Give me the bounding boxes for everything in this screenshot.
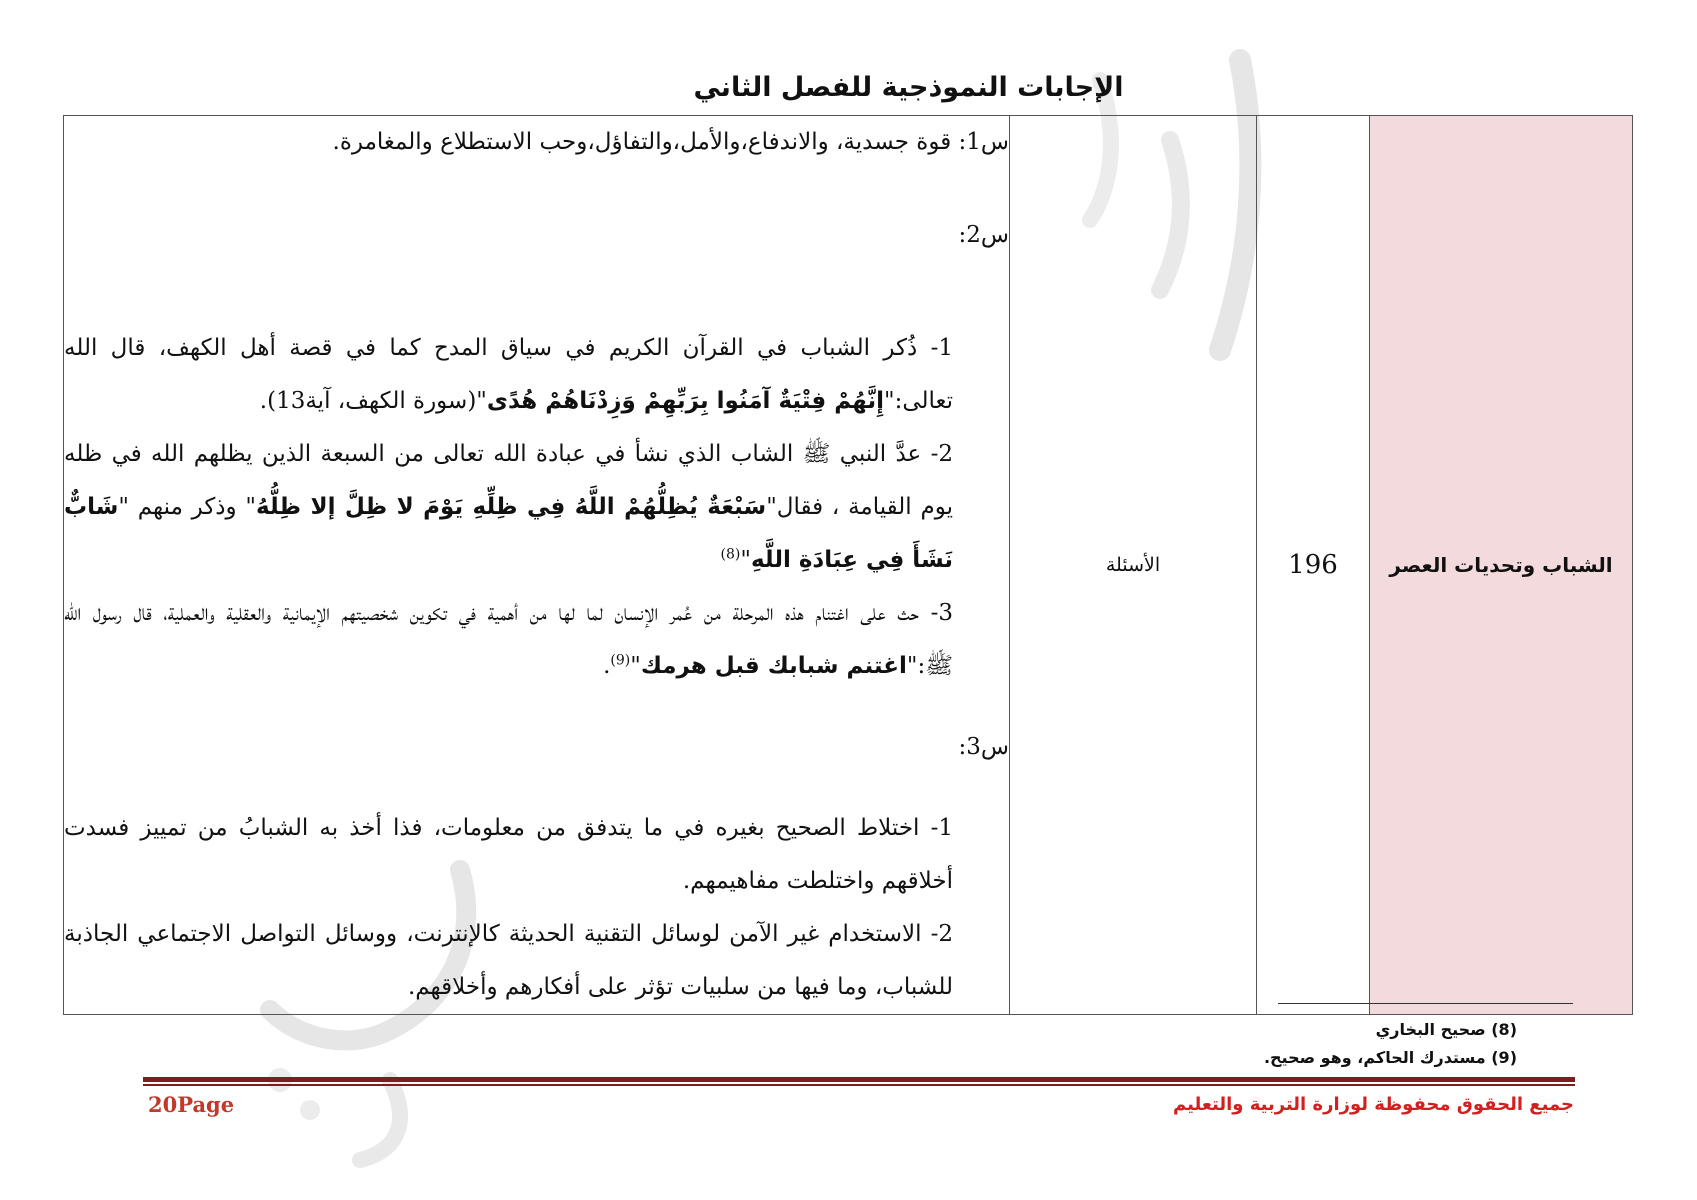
table-row — [64, 116, 1633, 1015]
answers-cell — [64, 116, 1010, 1015]
footer-rule-thin — [143, 1084, 1575, 1086]
footnote-separator — [1278, 1003, 1573, 1004]
q1-label: س1: — [958, 129, 1009, 155]
type-cell: الأسئلة — [1010, 116, 1257, 1015]
q2-item-2: 2- عدَّ النبي ﷺ الشاب الذي نشأ في عبادة الله تعالى من السبعة الذين يظلهم الله في ظله يوم القيامة ، فقال"سَبْعَةٌ يُظِلُّهُمْ اللَّهُ فِي ظِلِّهِ يَوْمَ لا ظِلَّ إلا ظِلُّهُ" وذكر منهم "شَابٌّ نَشَأَ فِي عِبَادَةِ اللَّهِ"$^{(8)}$ — [64, 441, 953, 573]
page-title: الإجابات النموذجية للفصل الثاني — [693, 72, 1124, 103]
footer-rights: جميع الحقوق محفوظة لوزارة التربية والتعليم — [1173, 1094, 1574, 1115]
q1-text: قوة جسدية، والاندفاع،والأمل،والتفاؤل،وحب الاستطلاع والمغامرة. — [332, 129, 952, 155]
hadith-quote-3: اغتنم شبابك قبل هرمك — [640, 653, 907, 679]
hadith-quote-1: سَبْعَةٌ يُظِلُّهُمْ اللَّهُ فِي ظِلِّهِ يَوْمَ لا ظِلَّ إلا ظِلُّهُ — [256, 494, 767, 520]
q2-item-3: 3- حث على اغتنام هذه المرحلة من عُمر الإنسان لما لها من أهمية في تكوين شخصيتهم الإيمانية والعقلية والعملية، قال رسول الله ﷺ:"اغتنم شبابك قبل هرمك"$^{(9)}$. — [64, 600, 953, 679]
footnote-8: (8) صحيح البخاري — [1375, 1020, 1517, 1039]
answers-table — [63, 115, 1633, 1015]
q3-item-2: 2- الاستخدام غير الآمن لوسائل التقنية الحديثة كالإنترنت، ووسائل التواصل الاجتماعي الجاذبة للشباب، وما فيها من سلبيات تؤثر على أفكارهم وأخلاقهم. — [64, 921, 953, 1000]
quran-quote: إِنَّهُمْ فِتْيَةٌ آمَنُوا بِرَبِّهِمْ وَزِدْنَاهُمْ هُدًى — [486, 388, 884, 414]
q3-item-1: 1- اختلاط الصحيح بغيره في ما يتدفق من معلومات، فذا أخذ به الشبابُ من تمييز فسدت أخلاقهم واختلطت مفاهيمهم. — [64, 815, 953, 894]
q2-label: س2: — [958, 222, 1009, 248]
footer-rule — [143, 1077, 1575, 1082]
footnote-ref-9: (9) — [610, 652, 631, 669]
hadith-quote-2: شَابٌّ نَشَأَ فِي عِبَادَةِ اللَّهِ — [64, 494, 953, 573]
footnote-ref-8: (8) — [720, 546, 741, 563]
q3-label: س3: — [958, 734, 1009, 760]
answer-q1 — [64, 116, 1009, 169]
footer-page-number: 20Page — [148, 1092, 235, 1117]
footnote-9: (9) مستدرك الحاكم، وهو صحيح. — [1263, 1048, 1517, 1067]
q2-item-1: 1- ذُكر الشباب في القرآن الكريم في سياق المدح كما في قصة أهل الكهف، قال الله تعالى:"إِنَّهُمْ فِتْيَةٌ آمَنُوا بِرَبِّهِمْ وَزِدْنَاهُمْ هُدًى"(سورة الكهف، آية13). — [64, 335, 953, 414]
page-number-cell: 196 — [1257, 116, 1370, 1015]
lesson-title-cell: الشباب وتحديات العصر — [1370, 116, 1633, 1015]
